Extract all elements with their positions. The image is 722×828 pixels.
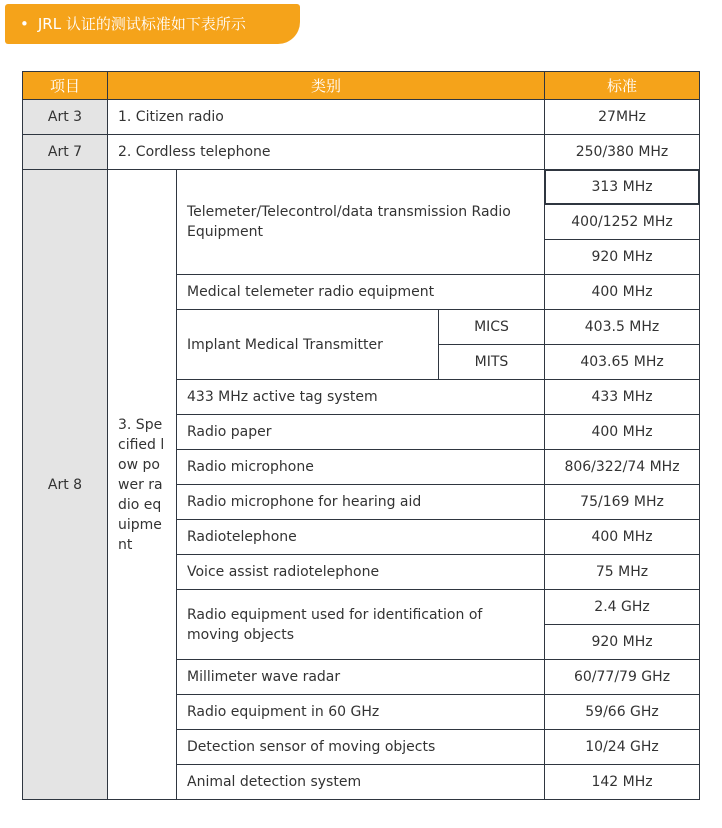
subcategory-cell: Radio microphone for hearing aid bbox=[177, 485, 545, 520]
subcategory-cell: Radio equipment in 60 GHz bbox=[177, 695, 545, 730]
category-cell: 3. Specified low power radio equipment bbox=[108, 170, 177, 800]
subcategory-cell: Radiotelephone bbox=[177, 520, 545, 555]
standard-cell: 400 MHz bbox=[545, 520, 700, 555]
bullet-icon: • bbox=[20, 15, 29, 33]
standard-cell: 75/169 MHz bbox=[545, 485, 700, 520]
sub-type-cell: MICS bbox=[439, 310, 545, 345]
table-row bbox=[23, 135, 700, 170]
category-cell: 2. Cordless telephone bbox=[108, 135, 545, 170]
jrl-standards-table bbox=[22, 71, 700, 800]
subcategory-cell: Detection sensor of moving objects bbox=[177, 730, 545, 765]
standard-cell: 403.5 MHz bbox=[545, 310, 700, 345]
sub-type-cell: MITS bbox=[439, 345, 545, 380]
subcategory-cell: Implant Medical Transmitter bbox=[177, 310, 439, 380]
standard-cell: 433 MHz bbox=[545, 380, 700, 415]
subcategory-cell: Millimeter wave radar bbox=[177, 660, 545, 695]
standard-cell: 400 MHz bbox=[545, 415, 700, 450]
art-cell: Art 7 bbox=[23, 135, 108, 170]
standard-cell: 400 MHz bbox=[545, 275, 700, 310]
standard-cell: 313 MHz bbox=[545, 170, 700, 205]
header-item: 项目 bbox=[23, 72, 108, 100]
standard-cell: 250/380 MHz bbox=[545, 135, 700, 170]
subcategory-cell: Telemeter/Telecontrol/data transmission Radio Equipment bbox=[177, 170, 545, 275]
table-row bbox=[23, 170, 700, 205]
subcategory-cell: Radio microphone bbox=[177, 450, 545, 485]
standard-cell: 27MHz bbox=[545, 100, 700, 135]
subcategory-cell: Medical telemeter radio equipment bbox=[177, 275, 545, 310]
standard-cell: 400/1252 MHz bbox=[545, 205, 700, 240]
section-title bbox=[5, 4, 300, 44]
subcategory-cell: 433 MHz active tag system bbox=[177, 380, 545, 415]
subcategory-cell: Voice assist radiotelephone bbox=[177, 555, 545, 590]
header-category: 类别 bbox=[108, 72, 545, 100]
subcategory-cell: Radio equipment used for identification of moving objects bbox=[177, 590, 545, 660]
table-row bbox=[23, 100, 700, 135]
table-header-row bbox=[23, 72, 700, 100]
standard-cell: 2.4 GHz bbox=[545, 590, 700, 625]
standard-cell: 142 MHz bbox=[545, 765, 700, 800]
standard-cell: 10/24 GHz bbox=[545, 730, 700, 765]
standard-cell: 806/322/74 MHz bbox=[545, 450, 700, 485]
standard-cell: 920 MHz bbox=[545, 240, 700, 275]
standard-cell: 403.65 MHz bbox=[545, 345, 700, 380]
header-standard: 标准 bbox=[545, 72, 700, 100]
standard-cell: 60/77/79 GHz bbox=[545, 660, 700, 695]
art-cell: Art 8 bbox=[23, 170, 108, 800]
section-title-text: JRL 认证的测试标准如下表所示 bbox=[37, 15, 246, 33]
subcategory-cell: Radio paper bbox=[177, 415, 545, 450]
subcategory-cell: Animal detection system bbox=[177, 765, 545, 800]
art-cell: Art 3 bbox=[23, 100, 108, 135]
standard-cell: 75 MHz bbox=[545, 555, 700, 590]
standard-cell: 59/66 GHz bbox=[545, 695, 700, 730]
standard-cell: 920 MHz bbox=[545, 625, 700, 660]
category-cell: 1. Citizen radio bbox=[108, 100, 545, 135]
